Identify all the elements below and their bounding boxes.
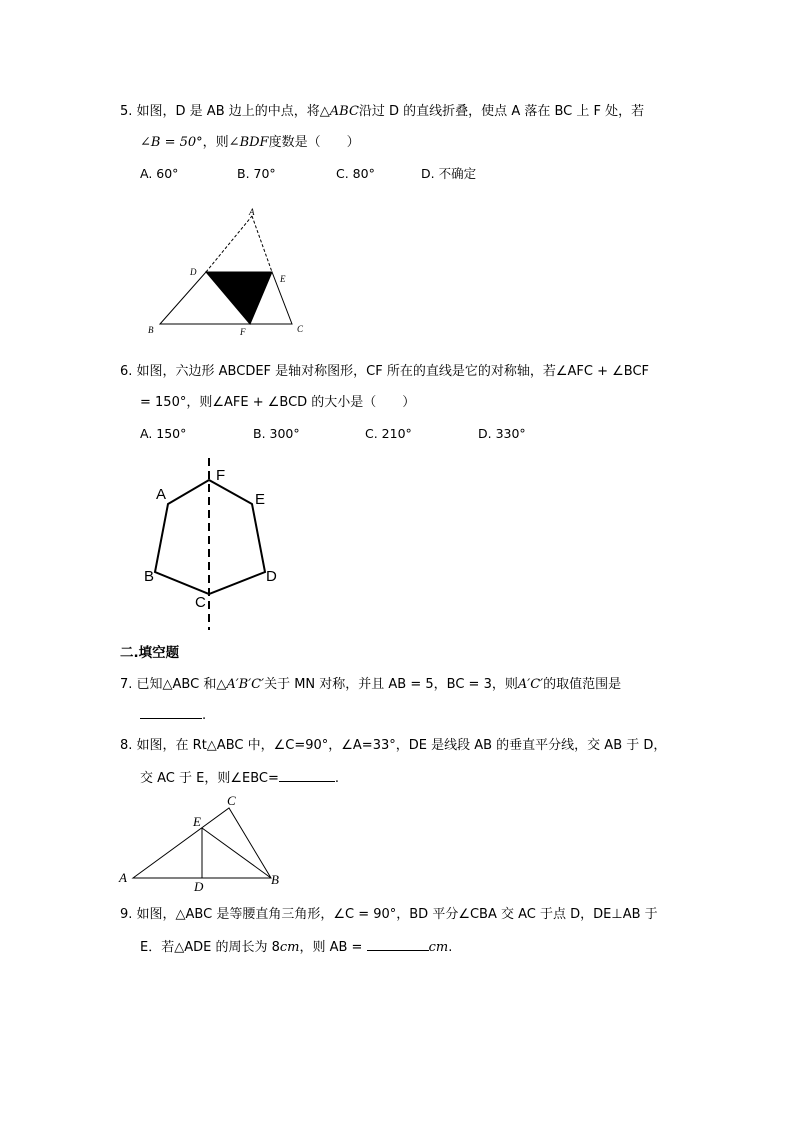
q5-label-c: C [297,324,304,334]
q8-label-b: B [271,872,279,887]
q5-option-c: C. 80° [336,166,375,181]
q6-label-d: D [266,568,277,585]
q7-segment: A′C′ [517,677,544,692]
q5-option-a: A. 60° [140,166,179,181]
q5-label-f: F [240,327,246,337]
q5-triangle: △ABC [319,104,359,119]
q9-unit-1: cm [279,940,300,955]
q6-option-c: C. 210° [365,426,412,441]
q6-option-b: B. 300° [253,426,300,441]
q5-angle-bdf: ∠BDF [228,135,269,150]
q8-text-a: 交 AC 于 E，则∠EBC= [140,771,279,786]
q7-triangle: A′B′C′ [226,677,265,692]
q5-text-b: 沿过 D 的直线折叠，使点 A 落在 BC 上 F 处，若 [358,104,645,119]
q5-angle-b: ∠B = 50° [140,135,203,150]
q7-text-c: 的取值范围是 [543,677,622,692]
q7-period: . [202,708,207,723]
q5-text-c: ，则 [202,135,229,150]
q6-line1: 6. 如图，六边形 ABCDEF 是轴对称图形，CF 所在的直线是它的对称轴，若∠AFC + ∠BCF [120,364,650,379]
q9-line2 [140,936,452,958]
q5-text-d: 度数是（ ） [268,135,360,150]
q8-line1: 8. 如图，在 Rt△ABC 中，∠C=90°，∠A=33°，DE 是线段 AB 的垂直平分线，交 AB 于 D， [120,738,667,753]
q7-text-b: 关于 MN 对称，并且 AB = 5，BC = 3，则 [264,677,518,692]
q9-answer-blank[interactable] [367,936,429,951]
q5-label-e: E [280,274,286,284]
q9-text-a: E．若△ADE 的周长为 8 [140,940,280,955]
q7-text-a: 7. 已知△ABC 和△ [120,677,227,692]
q6-option-d: D. 330° [478,426,526,441]
q5-option-d: D. 不确定 [421,166,477,181]
q6-option-a: A. 150° [140,426,187,441]
q5-label-b: B [148,325,154,335]
q8-label-c: C [227,793,236,808]
q6-label-b: B [144,568,155,585]
q5-option-b: B. 70° [237,166,276,181]
q9-text-b: ，则 AB = [299,940,363,955]
q6-label-e: E [255,491,266,508]
q8-period: . [334,771,340,786]
q9-line1: 9. 如图，△ABC 是等腰直角三角形，∠C = 90°，BD 平分∠CBA 交 AC 于点 D，DE⊥AB 于 [120,907,658,922]
q6-line2: = 150°，则∠AFE + ∠BCD 的大小是（ ） [140,395,416,410]
q6-label-c: C [195,594,206,611]
q9-period: . [448,940,453,955]
q5-label-a: A [249,207,255,217]
q8-label-e: E [193,814,201,829]
section-title: 二.填空题 [120,645,180,661]
q5-label-d: D [190,267,197,277]
q8-label-d: D [194,879,204,894]
q5-text-a: 5. 如图，D 是 AB 边上的中点，将 [120,104,320,119]
q6-label-f: F [216,467,226,484]
q8-label-a: A [119,870,127,885]
q8-segment-eb [202,828,271,878]
q9-unit-2: cm [428,940,449,955]
q6-label-a: A [156,486,167,503]
